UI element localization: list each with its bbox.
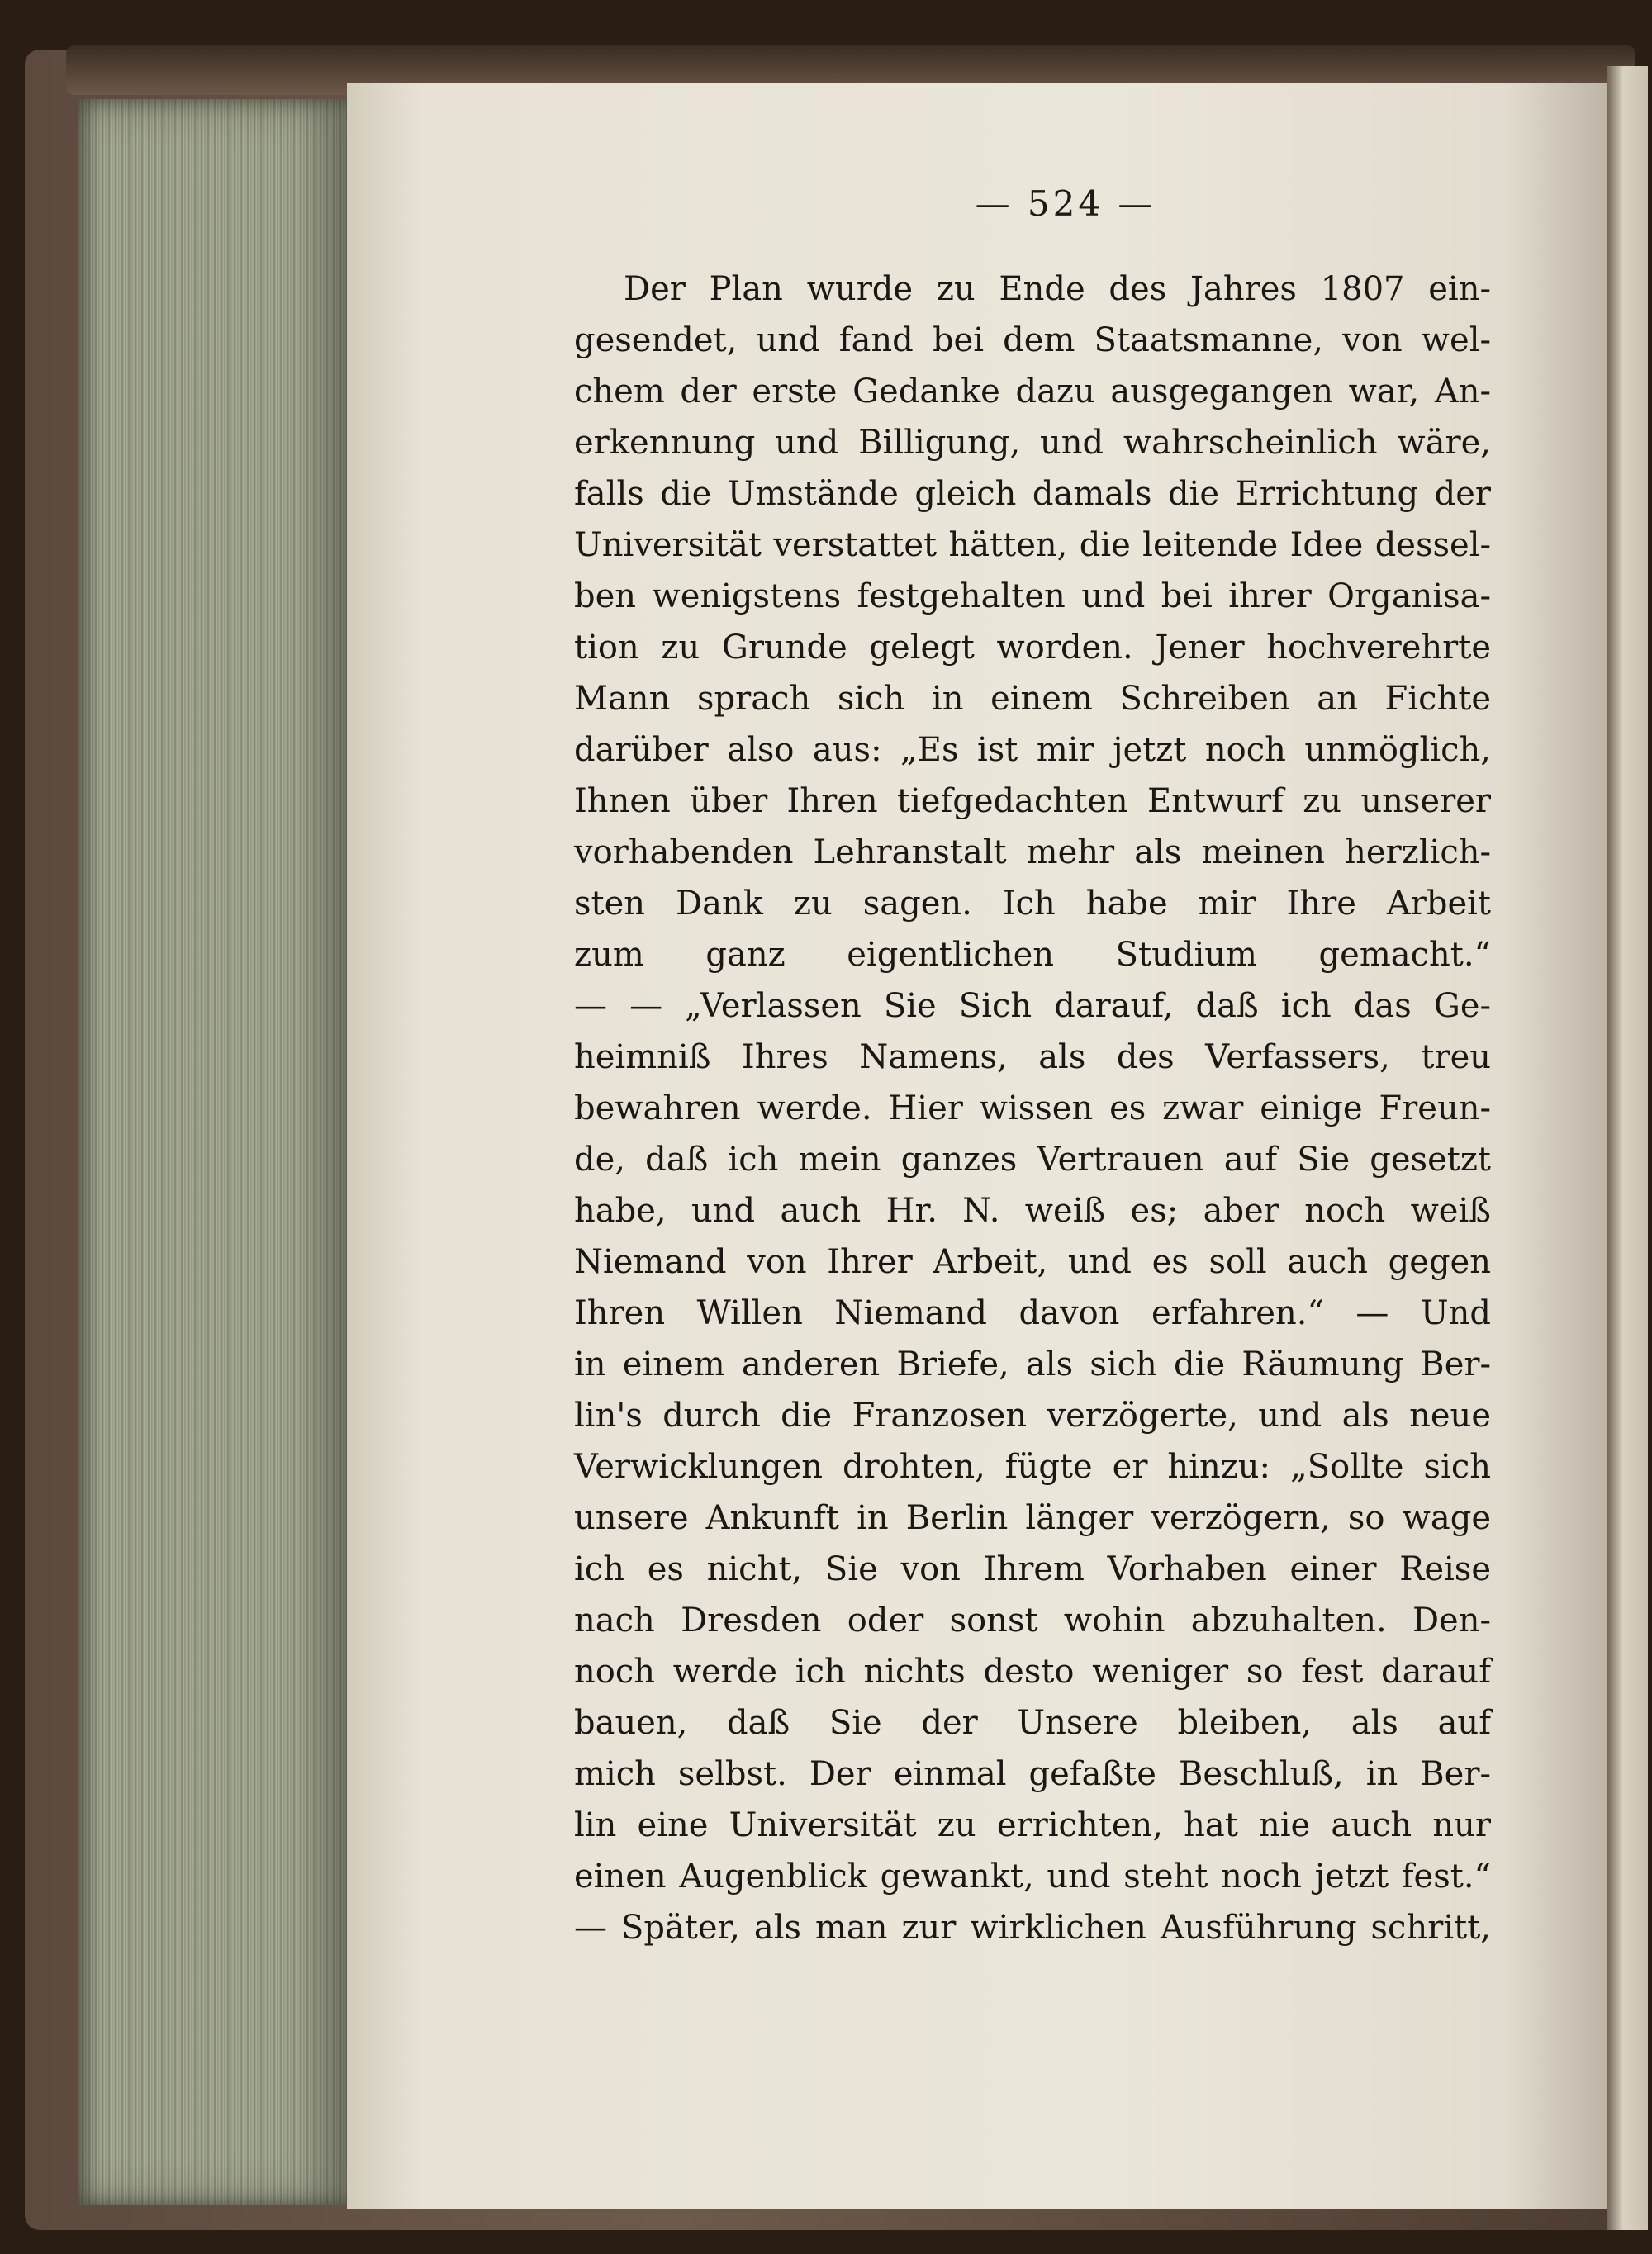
text-line: lin eine Universität zu errichten, hat nie auch nur xyxy=(574,1806,1491,1844)
text-line: darüber also aus: „Es ist mir jetzt noch unmöglich, xyxy=(574,731,1491,769)
text-line: noch werde ich nichts desto weniger so fest darauf xyxy=(574,1653,1491,1691)
text-line: habe, und auch Hr. N. weiß es; aber noch weiß xyxy=(574,1192,1491,1230)
text-line: ben wenigstens festgehalten und bei ihrer Organisa- xyxy=(574,577,1491,615)
text-line: ich es nicht, Sie von Ihrem Vorhaben einer Reise xyxy=(574,1550,1491,1588)
text-line: falls die Umstände gleich damals die Errichtung der xyxy=(574,475,1491,513)
text-line: sten Dank zu sagen. Ich habe mir Ihre Arbeit xyxy=(574,885,1491,923)
page-edges xyxy=(78,99,351,2205)
text-line: unsere Ankunft in Berlin länger verzögern, so wage xyxy=(574,1499,1491,1537)
text-line: de, daß ich mein ganzes Vertrauen auf Sie gesetzt xyxy=(574,1141,1491,1179)
text-line: erkennung und Billigung, und wahrscheinlich wäre, xyxy=(574,424,1491,462)
page-number: — 524 — xyxy=(975,183,1156,224)
text-line: lin's durch die Franzosen verzögerte, und als neue xyxy=(574,1397,1491,1435)
text-line: bauen, daß Sie der Unsere bleiben, als auf xyxy=(574,1704,1491,1742)
text-line: zum ganz eigentlichen Studium gemacht.“ xyxy=(574,936,1491,974)
text-line: vorhabenden Lehranstalt mehr als meinen herzlich- xyxy=(574,833,1491,871)
text-line: Verwicklungen drohten, fügte er hinzu: „Sollte sich xyxy=(574,1448,1491,1486)
text-line: Der Plan wurde zu Ende des Jahres 1807 ein- xyxy=(624,270,1491,308)
text-line: Mann sprach sich in einem Schreiben an Fichte xyxy=(574,680,1491,718)
text-line: Niemand von Ihrer Arbeit, und es soll auch gegen xyxy=(574,1243,1491,1281)
text-line: — Später, als man zur wirklichen Ausführung schritt, xyxy=(574,1909,1491,1947)
text-line: tion zu Grunde gelegt worden. Jener hochverehrte xyxy=(574,629,1491,667)
text-line: chem der erste Gedanke dazu ausgegangen war, An- xyxy=(574,373,1491,410)
text-line: bewahren werde. Hier wissen es zwar einige Freun- xyxy=(574,1089,1491,1127)
text-line: nach Dresden oder sonst wohin abzuhalten. Den- xyxy=(574,1602,1491,1639)
text-line: gesendet, und fand bei dem Staatsmanne, von wel- xyxy=(574,321,1491,359)
text-line: Ihnen über Ihren tiefgedachten Entwurf zu unserer xyxy=(574,782,1491,820)
text-line: mich selbst. Der einmal gefaßte Beschluß, in Ber- xyxy=(574,1755,1491,1793)
text-line: — — „Verlassen Sie Sich darauf, daß ich das Ge- xyxy=(574,987,1491,1025)
text-line: heimniß Ihres Namens, als des Verfassers, treu xyxy=(574,1038,1491,1076)
text-line: Universität verstattet hätten, die leitende Idee dessel- xyxy=(574,526,1491,564)
facing-page-edge xyxy=(1607,66,1648,2230)
text-line: Ihren Willen Niemand davon erfahren.“ — Und xyxy=(574,1294,1491,1332)
text-line: in einem anderen Briefe, als sich die Räumung Ber- xyxy=(574,1345,1491,1383)
text-line: einen Augenblick gewankt, und steht noch jetzt fest.“ xyxy=(574,1858,1491,1896)
